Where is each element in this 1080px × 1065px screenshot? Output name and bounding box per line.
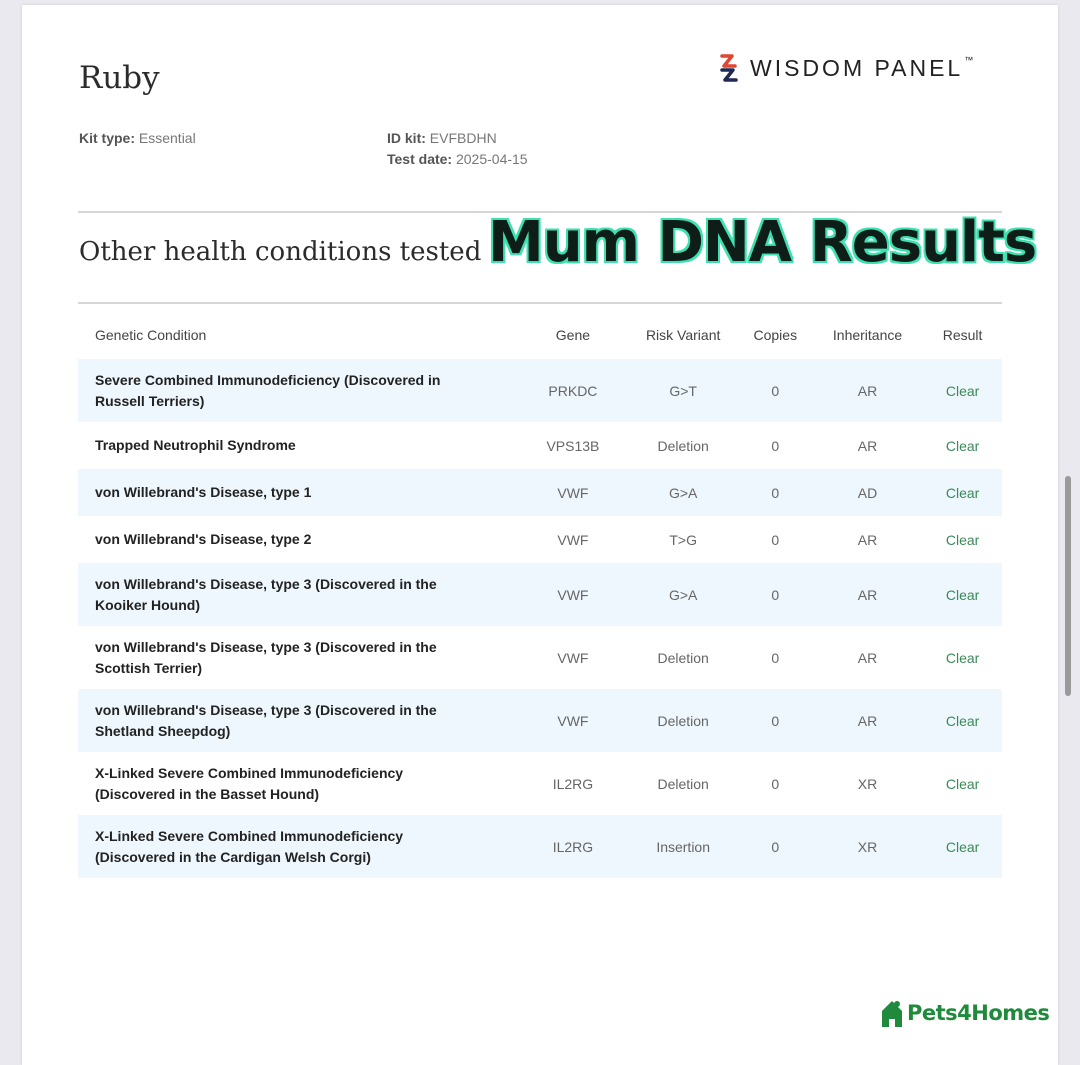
result-cell: Clear [945,437,980,454]
pet-name: Ruby [79,60,160,96]
test-date-value: 2025-04-15 [455,151,528,167]
id-kit-value: EVFBDHN [429,130,497,146]
kit-details [387,128,528,170]
variant-cell: G>A [628,469,739,516]
condition-cell: von Willebrand's Disease, type 3 (Discovered in the Kooiker Hound) [78,563,518,626]
brand-logo [718,53,973,83]
variant-cell: Insertion [628,815,739,878]
result-cell: Clear [945,649,980,666]
column-header-gene: Gene [555,327,591,343]
table-row [78,359,1002,422]
gene-cell: IL2RG [552,775,594,792]
result-cell: Clear [945,531,980,548]
gene-cell: VWF [557,531,589,548]
column-header-variant: Risk Variant [645,327,721,343]
copies-cell: 0 [739,469,812,516]
kit-type [79,128,196,149]
copies-cell: 0 [739,563,812,626]
inheritance-cell: AR [812,563,923,626]
health-conditions-table [78,311,1002,878]
gene-cell: VPS13B [546,437,600,454]
kit-type-value: Essential [138,130,196,146]
variant-cell: Deletion [657,775,709,792]
column-header-result: Result [942,327,983,343]
test-date-label: Test date: [387,151,453,167]
result-cell: Clear [945,775,980,792]
result-cell: Clear [923,359,1002,422]
table-row [78,469,1002,516]
variant-cell: Deletion [628,689,739,752]
table-row [78,626,1002,689]
inheritance-cell: AR [812,359,923,422]
brand-name: WISDOM PANEL [750,54,964,81]
table-row [78,563,1002,626]
gene-cell: PRKDC [518,359,627,422]
condition-cell: von Willebrand's Disease, type 3 (Discovered in the Scottish Terrier) [95,638,437,676]
condition-cell: Severe Combined Immunodeficiency (Discovered in Russell Terriers) [78,359,518,422]
variant-cell: G>A [628,563,739,626]
condition-cell: von Willebrand's Disease, type 3 (Discovered in the Shetland Sheepdog) [78,689,518,752]
column-header-inheritance: Inheritance [832,327,903,343]
condition-cell: X-Linked Severe Combined Immunodeficiency (Discovered in the Cardigan Welsh Corgi) [78,815,518,878]
inheritance-cell: AD [812,469,923,516]
condition-cell: von Willebrand's Disease, type 2 [95,531,312,547]
result-cell: Clear [923,689,1002,752]
table-row [78,689,1002,752]
table-row [78,516,1002,563]
column-header-copies: Copies [753,327,798,343]
wisdom-panel-logo-icon [718,53,740,83]
result-cell: Clear [923,563,1002,626]
condition-cell: von Willebrand's Disease, type 1 [78,469,518,516]
overlay-caption: Mum DNA Results [488,210,1037,275]
condition-cell: Trapped Neutrophil Syndrome [95,437,296,453]
copies-cell: 0 [739,815,812,878]
gene-cell: VWF [518,469,627,516]
pets4homes-watermark [880,998,1049,1028]
table-row [78,815,1002,878]
copies-cell: 0 [771,437,780,454]
copies-cell: 0 [771,531,780,548]
variant-cell: Deletion [657,649,709,666]
variant-cell: G>T [628,359,739,422]
kit-type-label: Kit type: [79,130,135,146]
watermark-text: Pets4Homes [907,1001,1050,1025]
inheritance-cell: AR [857,531,878,548]
copies-cell: 0 [771,649,780,666]
report-page [22,5,1058,1065]
scrollbar-thumb[interactable] [1065,476,1071,696]
brand-trademark: ™ [964,54,974,65]
inheritance-cell: AR [857,649,878,666]
table-row [78,752,1002,815]
column-header-condition: Genetic Condition [95,327,207,343]
gene-cell: VWF [557,649,589,666]
table-header-row [78,311,1002,359]
inheritance-cell: XR [857,775,878,792]
copies-cell: 0 [739,689,812,752]
inheritance-cell: AR [812,689,923,752]
section-title: Other health conditions tested [79,237,482,267]
id-kit-label: ID kit: [387,130,426,146]
table-row [78,422,1002,469]
result-cell: Clear [923,815,1002,878]
variant-cell: Deletion [657,437,709,454]
copies-cell: 0 [739,359,812,422]
gene-cell: VWF [518,689,627,752]
divider [78,302,1002,304]
house-pet-icon [880,998,904,1028]
gene-cell: IL2RG [518,815,627,878]
result-cell: Clear [923,469,1002,516]
inheritance-cell: AR [857,437,878,454]
gene-cell: VWF [518,563,627,626]
test-date [387,149,528,170]
copies-cell: 0 [771,775,780,792]
condition-cell: X-Linked Severe Combined Immunodeficiency (Discovered in the Basset Hound) [95,764,404,802]
variant-cell: T>G [669,531,697,548]
id-kit [387,128,528,149]
inheritance-cell: XR [812,815,923,878]
